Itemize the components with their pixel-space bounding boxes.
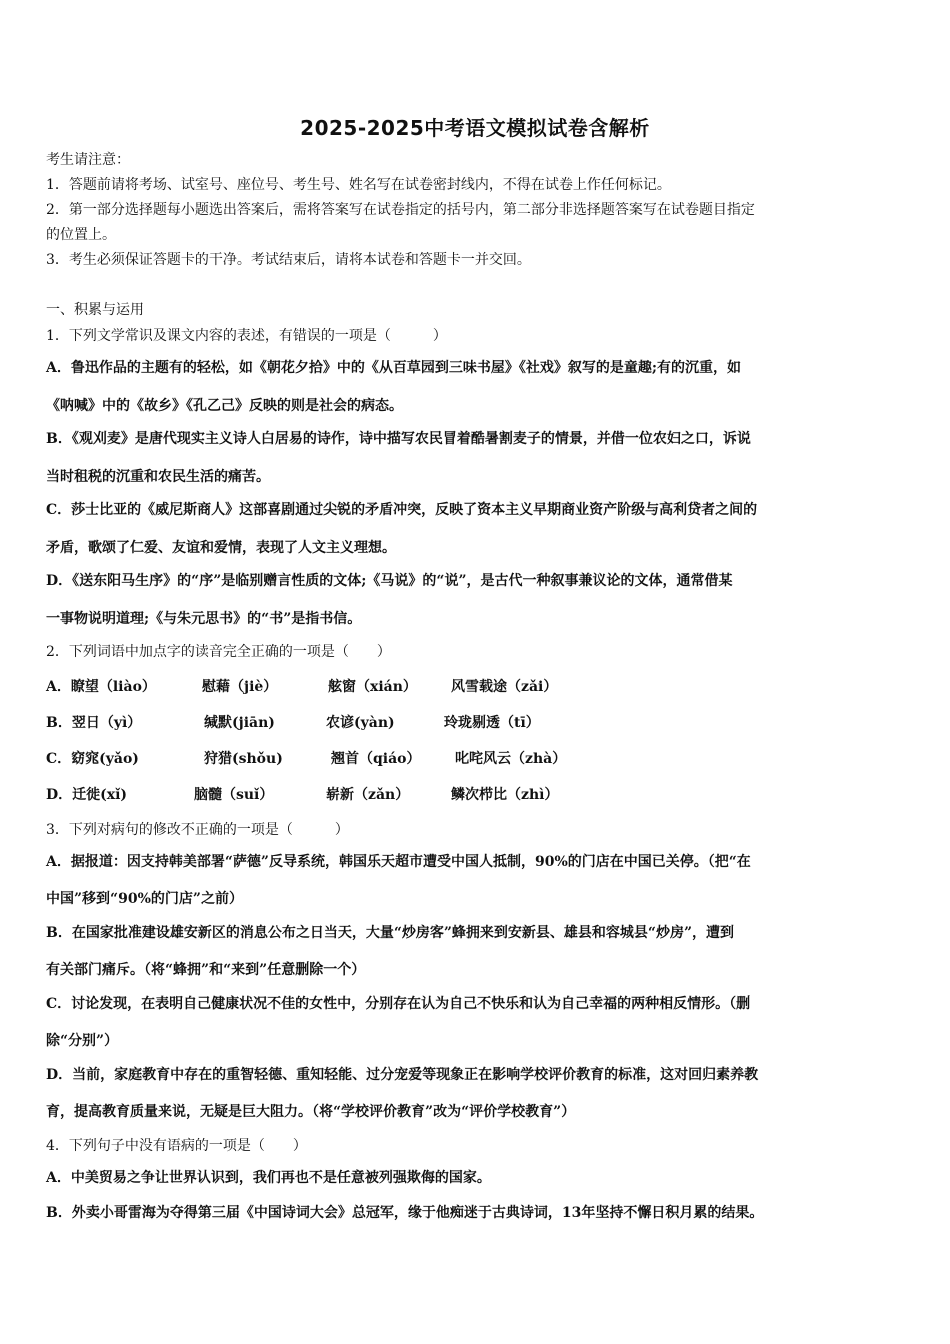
q1-option-c-cont: 矛盾，歌颂了仁爱、友谊和爱情，表现了人文主义理想。 (46, 540, 396, 556)
notice-line: 2．第一部分选择题每小题选出答案后，需将答案写在试卷指定的括号内，第二部分非选择题答案写在试卷题目指定 (46, 202, 755, 218)
q2-c-word-1: C．窈窕(yǎo) (46, 751, 139, 767)
notice-line: 1．答题前请将考场、试室号、座位号、考生号、姓名写在试卷密封线内，不得在试卷上作任何标记。 (46, 177, 671, 193)
question-3-stem: 3．下列对病句的修改不正确的一项是（ ） (46, 822, 349, 838)
q1-option-a: A．鲁迅作品的主题有的轻松，如《朝花夕拾》中的《从百草园到三味书屋》《社戏》叙写的是童趣;有的沉重，如 (46, 360, 742, 376)
question-2-stem: 2．下列词语中加点字的读音完全正确的一项是（ ） (46, 644, 391, 660)
q1-option-d-cont: 一事物说明道理;《与朱元思书》的“书”是指书信。 (46, 611, 362, 627)
q2-a-word-2: 慰藉（jiè） (202, 679, 278, 695)
q1-option-d: D．《送东阳马生序》的“序”是临别赠言性质的文体;《马说》的“说”，是古代一种叙事兼议论的文体，通常借某 (46, 573, 733, 589)
q3-option-b-cont: 有关部门痛斥。（将“蜂拥”和“来到”任意删除一个） (46, 962, 366, 978)
notice-line: 3．考生必须保证答题卡的干净。考试结束后，请将本试卷和答题卡一并交回。 (46, 252, 531, 268)
q3-option-c-cont: 除“分别”） (46, 1033, 119, 1049)
q2-d-word-1: D．迁徙(xǐ) (46, 787, 128, 803)
q2-a-word-3: 舷窗（xián） (328, 679, 417, 695)
q1-option-c: C．莎士比亚的《威尼斯商人》这部喜剧通过尖锐的矛盾冲突，反映了资本主义早期商业资产阶级与高利贷者之间的 (46, 502, 758, 518)
q2-b-word-2: 缄默(jiān) (204, 715, 275, 731)
q3-option-a-cont: 中国”移到“90%的门店”之前） (46, 891, 243, 907)
notice-heading: 考生请注意： (46, 152, 130, 168)
q2-d-word-3: 崭新（zǎn） (326, 787, 410, 803)
q3-option-d: D．当前，家庭教育中存在的重智轻德、重知轻能、过分宠爱等现象正在影响学校评价教育的标准，这对回归素养教 (46, 1067, 759, 1083)
q1-option-b-cont: 当时租税的沉重和农民生活的痛苦。 (46, 469, 270, 485)
q2-c-word-2: 狩猎(shǒu) (204, 751, 283, 767)
q2-b-word-1: B．翌日（yì） (46, 715, 142, 731)
q2-c-word-3: 翘首（qiáo） (331, 751, 421, 767)
q2-b-word-4: 玲珑剔透（tī） (444, 715, 540, 731)
q1-option-b: B．《观刈麦》是唐代现实主义诗人白居易的诗作，诗中描写农民冒着酷暑割麦子的情景，并借一位农妇之口，诉说 (46, 431, 751, 447)
q3-option-c: C．讨论发现，在表明自己健康状况不佳的女性中，分别存在认为自己不快乐和认为自己幸福的两种相反情形。（删 (46, 996, 751, 1012)
q2-d-word-4: 鳞次栉比（zhì） (451, 787, 559, 803)
q2-a-word-1: A．瞭望（liào） (46, 679, 156, 695)
section-heading: 一、积累与运用 (46, 302, 144, 318)
question-1-stem: 1．下列文学常识及课文内容的表述，有错误的一项是（ ） (46, 328, 447, 344)
page-title: 2025-2025中考语文模拟试卷含解析 (300, 116, 650, 140)
q2-b-word-3: 农谚(yàn) (326, 715, 395, 731)
q3-option-d-cont: 育，提高教育质量来说，无疑是巨大阻力。（将“学校评价教育”改为“评价学校教育”） (46, 1104, 576, 1120)
q4-option-b: B．外卖小哥雷海为夺得第三届《中国诗词大会》总冠军，缘于他痴迷于古典诗词，13年坚持不懈日积月累的结果。 (46, 1205, 764, 1221)
notice-line: 的位置上。 (46, 227, 116, 243)
q4-option-a: A．中美贸易之争让世界认识到，我们再也不是任意被列强欺侮的国家。 (46, 1170, 491, 1186)
question-4-stem: 4．下列句子中没有语病的一项是（ ） (46, 1138, 307, 1154)
q3-option-a: A．据报道：因支持韩美部署“萨德”反导系统，韩国乐天超市遭受中国人抵制，90%的门店在中国已关停。（把“在 (46, 854, 751, 870)
q2-d-word-2: 脑髓（suǐ） (194, 787, 274, 803)
q2-c-word-4: 叱咤风云（zhà） (455, 751, 567, 767)
q2-a-word-4: 风雪载途（zǎi） (451, 679, 558, 695)
q3-option-b: B．在国家批准建设雄安新区的消息公布之日当天，大量“炒房客”蜂拥来到安新县、雄县和容城县“炒房”，遭到 (46, 925, 735, 941)
q1-option-a-cont: 《呐喊》中的《故乡》《孔乙己》反映的则是社会的病态。 (46, 398, 403, 414)
